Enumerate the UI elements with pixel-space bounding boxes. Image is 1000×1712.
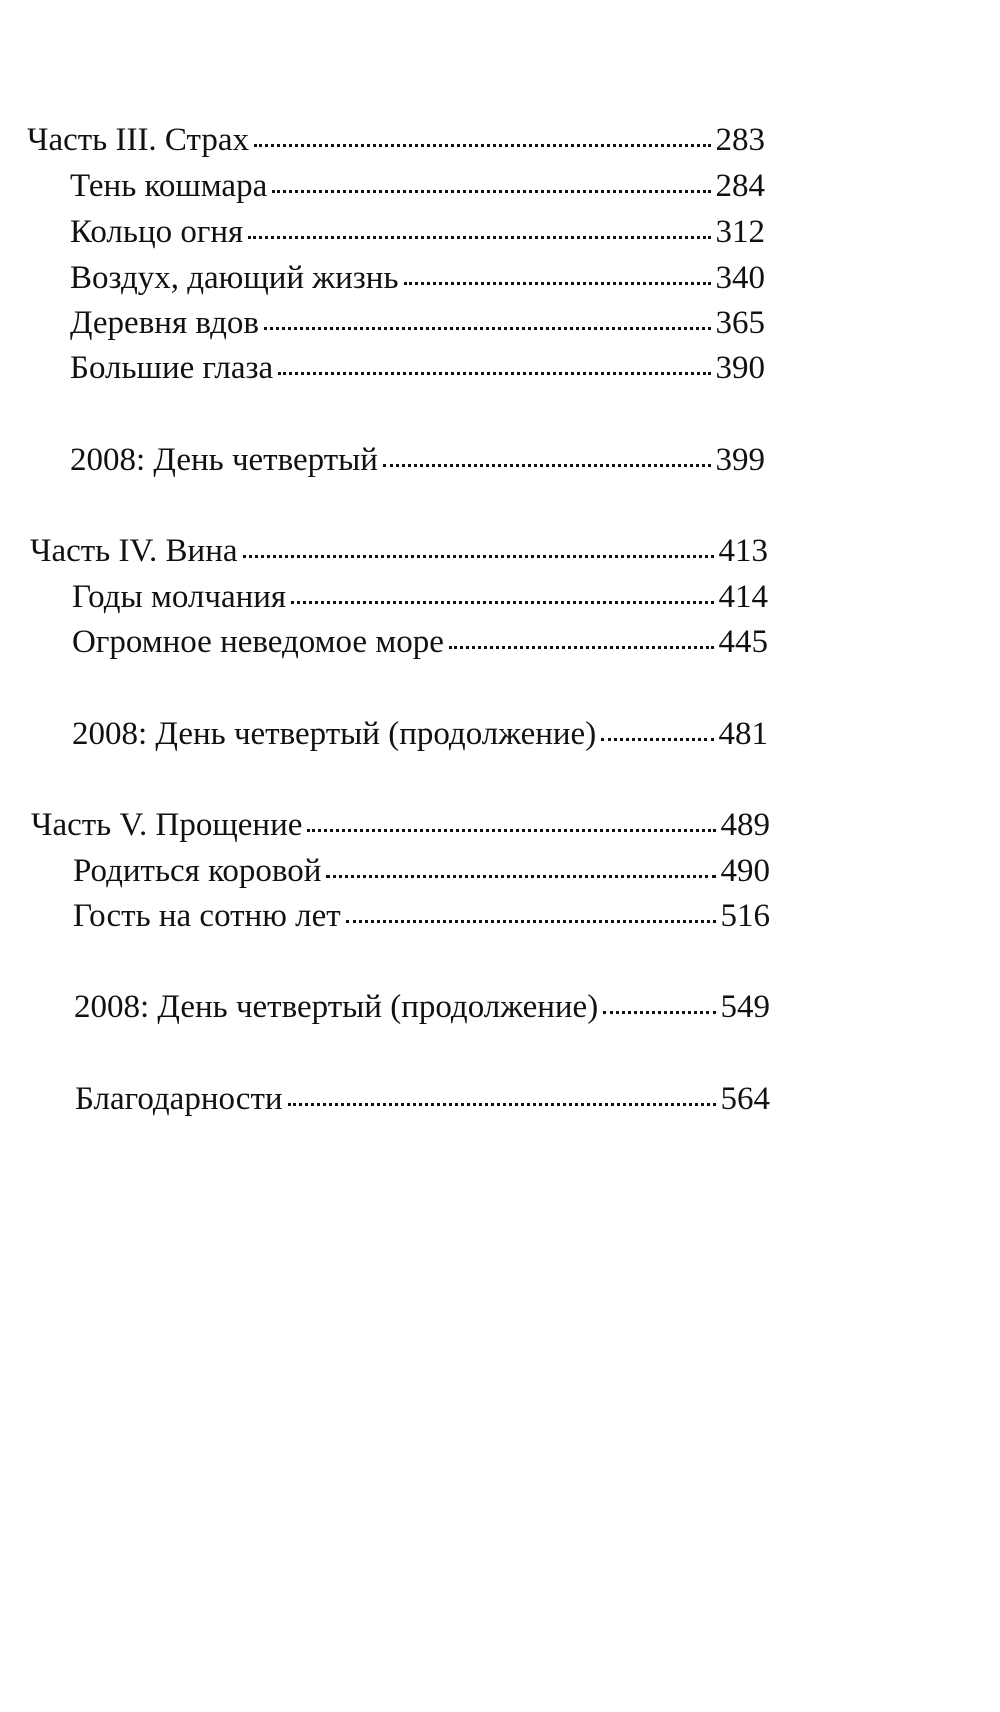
- dot-leader: [326, 875, 715, 878]
- toc-interlude-entry[interactable]: [70, 440, 765, 480]
- dot-leader: [243, 555, 714, 558]
- toc-entry-title: Часть V. Прощение: [31, 807, 303, 843]
- dot-leader: [248, 236, 710, 239]
- dot-leader: [288, 1103, 716, 1106]
- dot-leader: [307, 829, 715, 832]
- dot-leader: [603, 1011, 715, 1014]
- toc-entry-title: Родиться коровой: [73, 853, 322, 889]
- toc-chapter-entry[interactable]: [73, 896, 770, 936]
- toc-page-number: 564: [720, 1081, 770, 1117]
- toc-part-heading[interactable]: [31, 805, 770, 845]
- dot-leader: [449, 646, 714, 649]
- dot-leader: [291, 601, 713, 604]
- toc-entry-title: Благодарности: [75, 1081, 283, 1117]
- toc-page-number: 312: [715, 214, 765, 250]
- toc-chapter-entry[interactable]: [70, 258, 765, 298]
- toc-chapter-entry[interactable]: [70, 348, 765, 388]
- dot-leader: [404, 282, 711, 285]
- toc-page-number: 340: [715, 260, 765, 296]
- toc-page-number: 284: [715, 168, 765, 204]
- toc-entry-title: Тень кошмара: [70, 168, 268, 204]
- toc-chapter-entry[interactable]: [72, 577, 768, 617]
- toc-entry-title: Воздух, дающий жизнь: [70, 260, 399, 296]
- toc-entry-title: 2008: День четвертый: [70, 442, 378, 478]
- dot-leader: [254, 144, 711, 147]
- dot-leader: [601, 738, 713, 741]
- toc-chapter-entry[interactable]: [73, 851, 770, 891]
- toc-chapter-entry[interactable]: [72, 622, 768, 662]
- toc-part-heading[interactable]: [30, 531, 768, 571]
- toc-page-number: 549: [720, 989, 770, 1025]
- toc-page-number: 481: [718, 716, 768, 752]
- toc-entry-title: 2008: День четвертый (продолжение): [74, 989, 599, 1025]
- toc-interlude-entry[interactable]: [74, 987, 770, 1027]
- toc-acknowledgements-entry[interactable]: [75, 1079, 770, 1119]
- toc-page-number: 414: [718, 579, 768, 615]
- dot-leader: [272, 190, 710, 193]
- toc-page-number: 445: [718, 624, 768, 660]
- dot-leader: [383, 464, 711, 467]
- toc-part-heading[interactable]: [27, 120, 765, 160]
- toc-entry-title: Деревня вдов: [70, 305, 260, 341]
- toc-page-number: 283: [715, 122, 765, 158]
- toc-interlude-entry[interactable]: [72, 714, 768, 754]
- toc-chapter-entry[interactable]: [70, 303, 765, 343]
- dot-leader: [264, 327, 710, 330]
- toc-entry-title: Большие глаза: [70, 350, 274, 386]
- toc-entry-title: 2008: День четвертый (продолжение): [72, 716, 597, 752]
- toc-page-number: 413: [718, 533, 768, 569]
- toc-page-number: 490: [720, 853, 770, 889]
- toc-page-number: 399: [715, 442, 765, 478]
- toc-entry-title: Годы молчания: [72, 579, 287, 615]
- toc-entry-title: Кольцо огня: [70, 214, 244, 250]
- toc-page-number: 365: [715, 305, 765, 341]
- toc-entry-title: Огромное неведомое море: [72, 624, 444, 660]
- toc-entry-title: Часть III. Страх: [27, 122, 249, 158]
- toc-page-number: 390: [715, 350, 765, 386]
- toc-page-number: 489: [720, 807, 770, 843]
- dot-leader: [278, 372, 710, 375]
- toc-page-number: 516: [720, 898, 770, 934]
- toc-chapter-entry[interactable]: [70, 166, 765, 206]
- dot-leader: [346, 920, 716, 923]
- toc-chapter-entry[interactable]: [70, 212, 765, 252]
- toc-entry-title: Часть IV. Вина: [30, 533, 238, 569]
- toc-entry-title: Гость на сотню лет: [73, 898, 341, 934]
